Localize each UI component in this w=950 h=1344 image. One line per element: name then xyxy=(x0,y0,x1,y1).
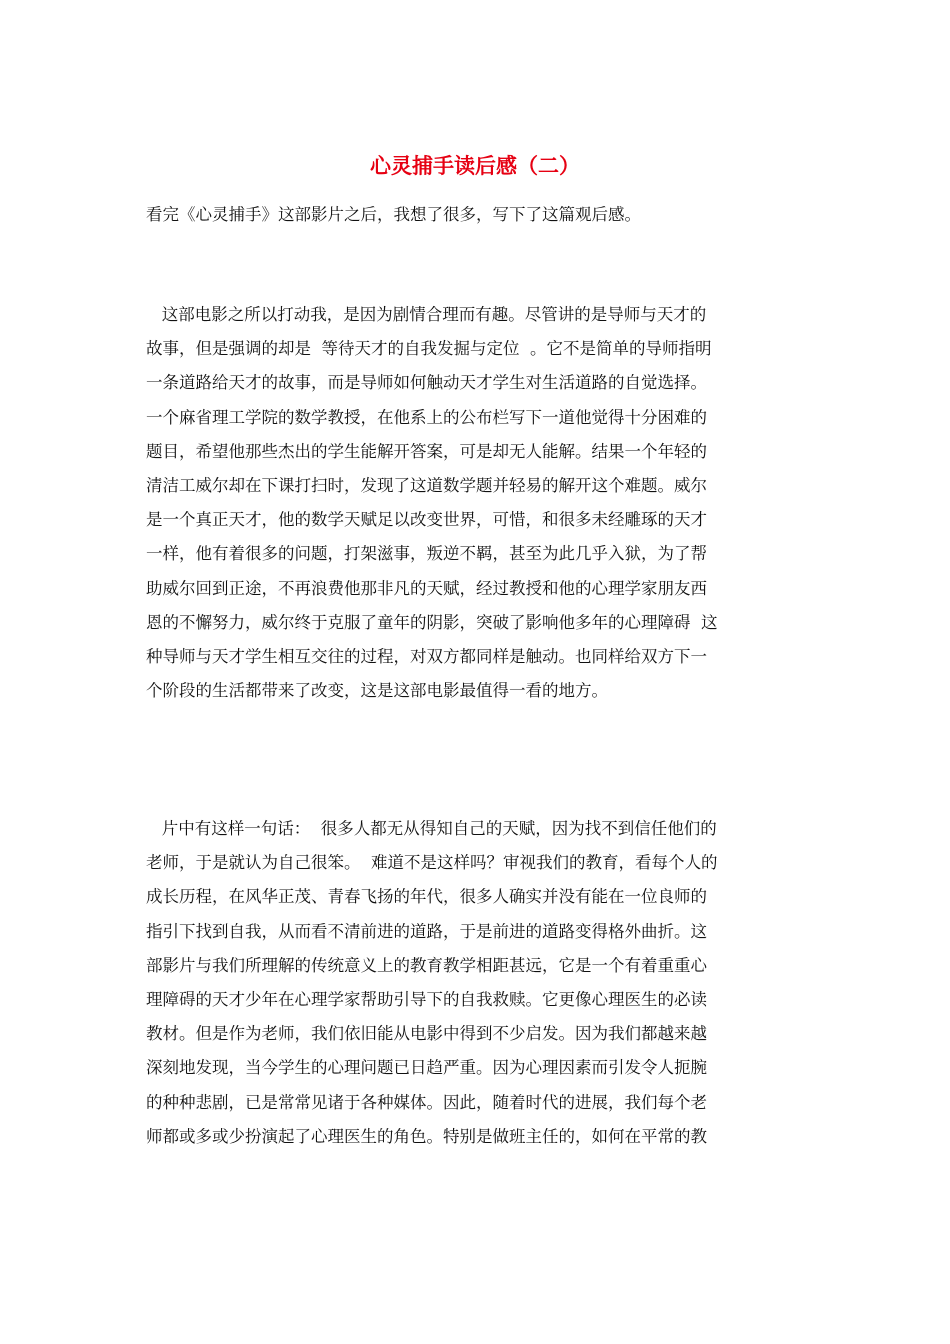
paragraph-line: 的种种悲剧，已是常常见诸于各种媒体。因此，随着时代的进展，我们每个老 xyxy=(146,1092,707,1112)
document-title: 心灵捕手读后感（二） xyxy=(370,153,580,178)
paragraph-line: 清洁工威尔却在下课打扫时，发现了这道数学题并轻易的解开这个难题。威尔 xyxy=(146,475,707,495)
paragraph-line: 题目，希望他那些杰出的学生能解开答案，可是却无人能解。结果一个年轻的 xyxy=(146,441,707,461)
paragraph-line: 这部电影之所以打动我，是因为剧情合理而有趣。尽管讲的是导师与天才的 xyxy=(146,305,707,324)
paragraph-line: 部影片与我们所理解的传统意义上的教育教学相距甚远，它是一个有着重重心 xyxy=(146,955,707,975)
paragraph-line: 一样，他有着很多的问题，打架滋事，叛逆不羁，甚至为此几乎入狱，为了帮 xyxy=(146,544,707,564)
paragraph-line: 深刻地发现，当今学生的心理问题已日趋严重。因为心理因素而引发令人扼腕 xyxy=(146,1058,707,1078)
paragraph-line: 师都或多或少扮演起了心理医生的角色。特别是做班主任的，如何在平常的教 xyxy=(146,1126,707,1146)
paragraph-line: 老师，于是就认为自己很笨。 难道不是这样吗？审视我们的教育，看每个人的 xyxy=(146,853,718,873)
paragraph-line: 一条道路给天才的故事，而是导师如何触动天才学生对生活道路的自觉选择。 xyxy=(146,373,707,393)
paragraph-line: 一个麻省理工学院的数学教授，在他系上的公布栏写下一道他觉得十分困难的 xyxy=(146,407,707,427)
paragraph-line: 故事，但是强调的却是 等待天才的自我发掘与定位 。它不是简单的导师指明 xyxy=(146,339,712,359)
paragraph-line: 指引下找到自我，从而看不清前进的道路，于是前进的道路变得格外曲折。这 xyxy=(146,921,707,941)
paragraph-2 xyxy=(146,812,806,1154)
paragraph-line: 成长历程，在风华正茂、青春飞扬的年代，很多人确实并没有能在一位良师的 xyxy=(146,887,707,907)
paragraph-line: 片中有这样一句话： 很多人都无从得知自己的天赋，因为找不到信任他们的 xyxy=(146,819,717,838)
paragraph-line: 理障碍的天才少年在心理学家帮助引导下的自我救赎。它更像心理医生的必读 xyxy=(146,989,707,1009)
paragraph-line: 种导师与天才学生相互交往的过程，对双方都同样是触动。也同样给双方下一 xyxy=(146,646,707,666)
paragraph-line: 助威尔回到正途，不再浪费他那非凡的天赋，经过教授和他的心理学家朋友西 xyxy=(146,578,707,598)
paragraph-1 xyxy=(146,298,806,708)
paragraph-line: 是一个真正天才，他的数学天赋足以改变世界，可惜，和很多未经雕琢的天才 xyxy=(146,510,707,530)
paragraph-line: 教材。但是作为老师，我们依旧能从电影中得到不少启发。因为我们都越来越 xyxy=(146,1024,707,1044)
intro-line: 看完《心灵捕手》这部影片之后，我想了很多，写下了这篇观后感。 xyxy=(146,205,641,224)
paragraph-line: 个阶段的生活都带来了改变，这是这部电影最值得一看的地方。 xyxy=(146,681,608,701)
paragraph-line: 恩的不懈努力，威尔终于克服了童年的阴影，突破了影响他多年的心理障碍 这 xyxy=(146,612,718,632)
